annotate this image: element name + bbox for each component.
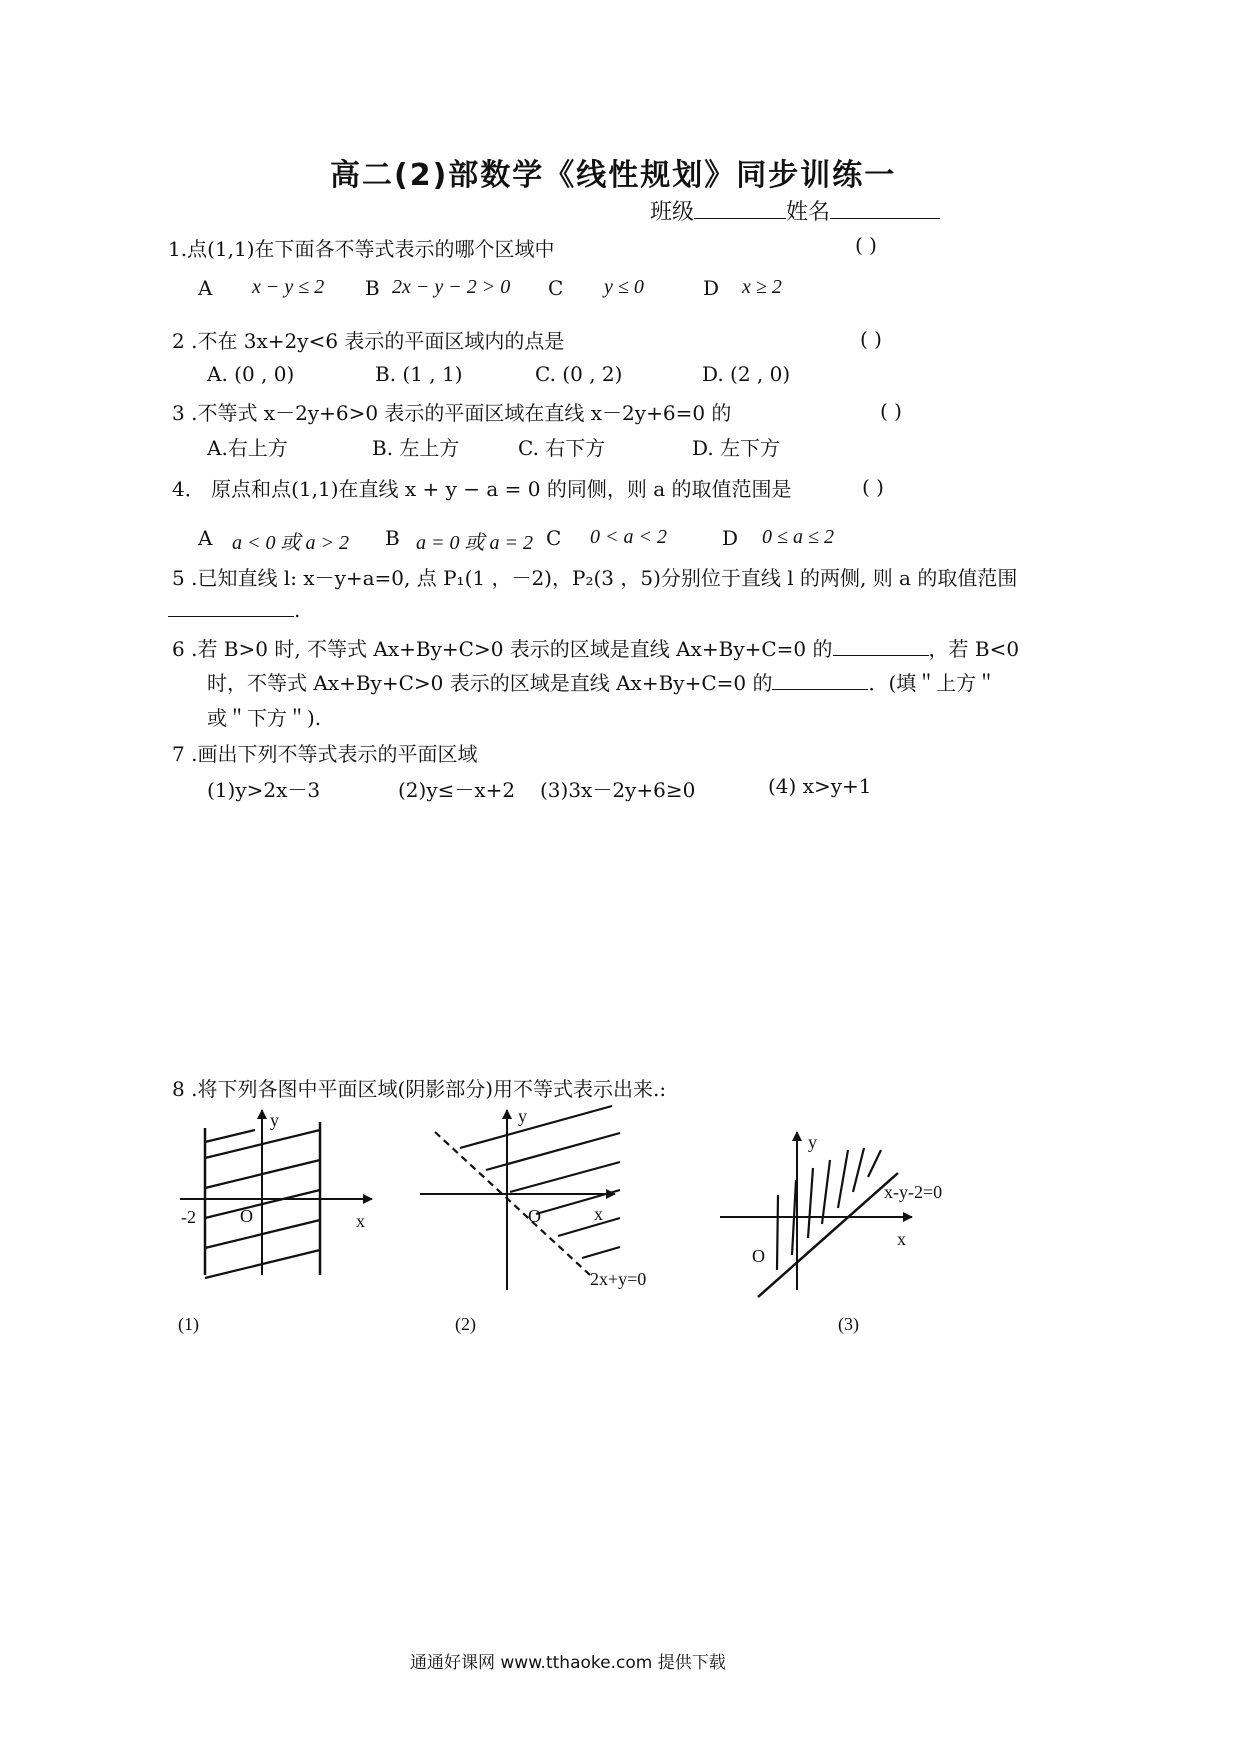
answer-paren-4: ( ): [862, 475, 884, 499]
question-2: 2 .不在 3x+2y<6 表示的平面区域内的点是: [172, 329, 565, 353]
q2-option-c: C. (0 , 2): [535, 362, 623, 386]
figure-2: [420, 1106, 620, 1290]
name-label: 姓名: [786, 200, 831, 225]
figure-2-hatching: [460, 1106, 620, 1258]
q1-option-c-label: C: [548, 276, 564, 300]
q2-option-b: B. (1 , 1): [375, 362, 463, 386]
question-5-end: .: [294, 598, 301, 622]
answer-paren-2: ( ): [860, 327, 882, 351]
q4-option-d: 0 ≤ a ≤ 2: [762, 526, 834, 548]
question-1: 1.点(1,1)在下面各不等式表示的哪个区域中: [168, 237, 555, 261]
figure-3-origin-label: O: [752, 1246, 765, 1266]
figure-1-origin-label: O: [240, 1206, 253, 1226]
figure-2-boundary-line: [435, 1132, 590, 1275]
question-4: 4． 原点和点(1,1)在直线 x + y − a = 0 的同侧，则 a 的取值范围是: [172, 477, 792, 501]
figure-2-line-label: 2x+y=0: [590, 1269, 647, 1289]
figure-2-y-label: y: [518, 1106, 527, 1126]
figure-3: [720, 1132, 912, 1297]
q1-option-c: y ≤ 0: [604, 276, 644, 298]
q4-option-b: a = 0 或 a = 2: [416, 532, 533, 554]
q1-option-a-label: A: [198, 276, 213, 300]
question-6-text-1: 6 .若 B>0 时, 不等式 Ax+By+C>0 表示的区域是直线 Ax+By+C=0 的: [172, 637, 833, 661]
q1-option-d-label: D: [703, 276, 720, 300]
footer: 通通好课网 www.tthaoke.com 提供下载: [410, 1653, 726, 1673]
question-3: 3 .不等式 x－2y+6>0 表示的平面区域在直线 x－2y+6=0 的: [172, 401, 732, 425]
q3-option-d: D. 左下方: [692, 436, 781, 460]
q1-option-a: x − y ≤ 2: [252, 276, 325, 298]
question-7: 7 .画出下列不等式表示的平面区域: [172, 742, 478, 766]
figure-3-line-label: x-y-2=0: [884, 1182, 943, 1202]
q4-option-c: 0 < a < 2: [590, 526, 667, 548]
q2-option-a: A. (0 , 0): [207, 362, 295, 386]
question-6-text-3: 时，不等式 Ax+By+C>0 表示的区域是直线 Ax+By+C=0 的: [207, 671, 773, 695]
q4-option-c-label: C: [546, 526, 562, 550]
q7-item-4: (4) x>y+1: [768, 774, 872, 798]
question-6-text-4: ．(填＂上方＂: [868, 671, 997, 695]
q1-option-b-label: B: [365, 276, 380, 300]
figure-3-caption: (3): [838, 1314, 859, 1334]
q7-item-3: (3)3x－2y+6≥0: [540, 778, 696, 802]
question-6-text-2: ，若 B<0: [928, 637, 1020, 661]
question-5: 5 .已知直线 l: x－y+a=0, 点 P₁(1 ，－2)，P₂(3 ，5)分别位于直线 l 的两侧, 则 a 的取值范围: [172, 566, 1018, 590]
q1-option-b: 2x − y − 2 > 0: [392, 276, 511, 298]
q7-item-1: (1)y>2x－3: [207, 778, 321, 802]
answer-paren-1: ( ): [855, 233, 877, 257]
page-title: 高二(2)部数学《线性规划》同步训练一: [330, 158, 897, 193]
figure-1-tick-label: -2: [181, 1207, 196, 1227]
question-8: 8 .将下列各图中平面区域(阴影部分)用不等式表示出来.:: [172, 1077, 667, 1101]
class-label: 班级: [650, 200, 695, 225]
question-6-line-3: 或＂下方＂).: [207, 706, 322, 730]
figure-2-origin-label: O: [528, 1206, 541, 1226]
q1-option-d: x ≥ 2: [742, 276, 782, 298]
figure-3-hatching: [777, 1148, 881, 1270]
figure-2-x-label: x: [594, 1204, 603, 1224]
figure-3-x-label: x: [897, 1229, 906, 1249]
q3-option-a: A.右上方: [207, 436, 288, 460]
answer-paren-3: ( ): [880, 399, 902, 423]
figure-3-boundary-line: [758, 1173, 898, 1297]
q4-option-b-label: B: [385, 526, 400, 550]
q4-option-a-label: A: [198, 526, 213, 550]
q4-option-d-label: D: [722, 526, 739, 550]
figure-1-caption: (1): [178, 1314, 199, 1334]
figure-2-caption: (2): [455, 1314, 476, 1334]
figure-1-y-label: y: [270, 1110, 279, 1130]
figure-1: [180, 1110, 372, 1278]
q4-option-a: a < 0 或 a > 2: [232, 532, 349, 554]
figure-1-x-label: x: [356, 1211, 365, 1231]
q3-option-b: B. 左上方: [372, 436, 460, 460]
q3-option-c: C. 右下方: [518, 436, 606, 460]
q7-item-2: (2)y≤－x+2: [398, 778, 516, 802]
q2-option-d: D. (2 , 0): [702, 362, 791, 386]
figure-3-y-label: y: [808, 1132, 817, 1152]
